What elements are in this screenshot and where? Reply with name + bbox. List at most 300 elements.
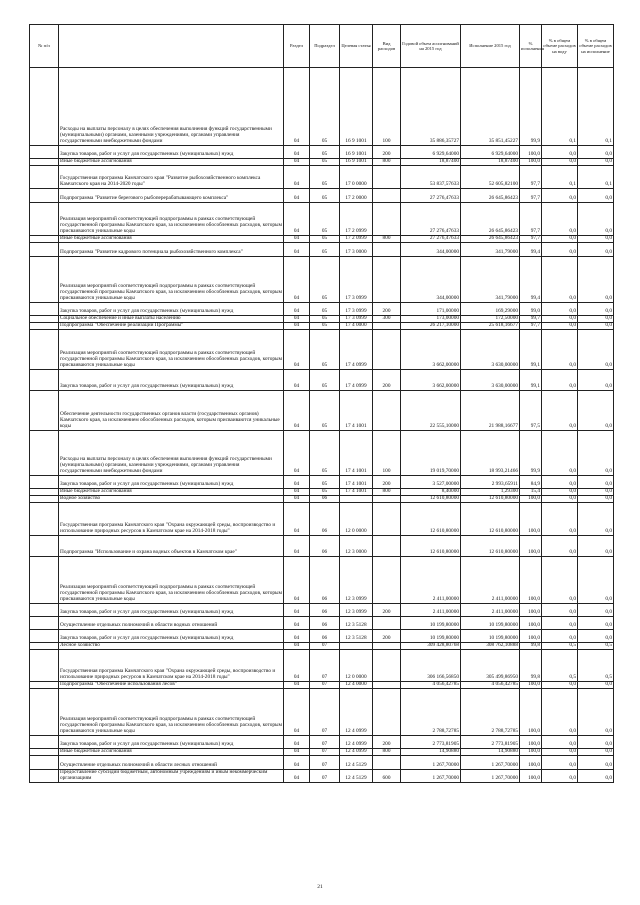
share-vol-cell: 0,5 <box>542 643 578 650</box>
fact-cell: 1,29300 <box>461 489 520 496</box>
share-vol-cell: 0,0 <box>542 489 578 496</box>
table-row <box>30 257 614 303</box>
share-exec-cell: 0,1 <box>578 68 614 146</box>
podrazdel-cell: 05 <box>310 370 340 391</box>
table-body <box>30 68 614 783</box>
plan-cell: 53 837,57633 <box>401 166 461 189</box>
plan-cell: 3 662,00000 <box>401 330 461 370</box>
col-razdel-header: Раздел <box>284 25 310 68</box>
table-row <box>30 650 614 682</box>
podrazdel-cell: 05 <box>310 316 340 323</box>
csr-cell: 12 3 5128 <box>340 617 373 630</box>
name-cell: Водное хозяйство <box>59 496 284 503</box>
csr-cell: 17 3 0999 <box>340 257 373 303</box>
pct-cell: 100,0 <box>520 736 542 749</box>
vr-cell: 800 <box>373 489 401 496</box>
podrazdel-cell: 07 <box>310 756 340 770</box>
table-row <box>30 189 614 203</box>
name-cell: Закупка товаров, работ и услуг для государственных (муниципальных) нужд <box>59 370 284 391</box>
share-vol-cell: 0,0 <box>542 496 578 503</box>
num-cell <box>30 650 59 682</box>
num-cell <box>30 257 59 303</box>
table-row <box>30 303 614 316</box>
num-cell <box>30 630 59 643</box>
share-vol-cell: 0,5 <box>542 650 578 682</box>
plan-cell: 344,00000 <box>401 243 461 257</box>
csr-cell: 12 4 0999 <box>340 689 373 736</box>
pct-cell: 100,0 <box>520 689 542 736</box>
num-cell <box>30 604 59 617</box>
csr-cell: 12 4 0000 <box>340 682 373 689</box>
share-exec-cell: 0,0 <box>578 476 614 489</box>
pct-cell: 100,0 <box>520 146 542 159</box>
share-exec-cell: 0,5 <box>578 650 614 682</box>
table-row <box>30 689 614 736</box>
fact-cell: 2 411,00000 <box>461 557 520 604</box>
num-cell <box>30 370 59 391</box>
num-cell <box>30 689 59 736</box>
plan-cell: 3 527,00000 <box>401 476 461 489</box>
num-cell <box>30 159 59 166</box>
name-cell: Закупка товаров, работ и услуг для государственных (муниципальных) нужд <box>59 476 284 489</box>
share-vol-cell: 0,0 <box>542 749 578 756</box>
fact-cell: 305 499,86950 <box>461 650 520 682</box>
vr-cell <box>373 643 401 650</box>
podrazdel-cell: 05 <box>310 257 340 303</box>
share-vol-cell: 0,0 <box>542 476 578 489</box>
name-cell: Государственная программа Камчатского края "Охрана окружающей среды, воспроизводство и использование природных ресурсов в Камчатском крае на 2014-2018 годы" <box>59 503 284 536</box>
vr-cell: 200 <box>373 736 401 749</box>
share-exec-cell: 0,0 <box>578 391 614 431</box>
table-row <box>30 557 614 604</box>
num-cell <box>30 536 59 557</box>
num-cell <box>30 770 59 783</box>
csr-cell: 17 3 0000 <box>340 243 373 257</box>
podrazdel-cell: 05 <box>310 203 340 236</box>
razdel-cell: 04 <box>284 476 310 489</box>
razdel-cell: 04 <box>284 323 310 330</box>
table-row <box>30 630 614 643</box>
share-vol-cell: 0,0 <box>542 391 578 431</box>
fact-cell: 26 645,86423 <box>461 236 520 243</box>
pct-cell: 99,1 <box>520 370 542 391</box>
podrazdel-cell: 05 <box>310 489 340 496</box>
name-cell: Закупка товаров, работ и услуг для государственных (муниципальных) нужд <box>59 146 284 159</box>
csr-cell <box>340 496 373 503</box>
share-exec-cell: 0,0 <box>578 236 614 243</box>
plan-cell: 27 276,47633 <box>401 203 461 236</box>
podrazdel-cell: 05 <box>310 391 340 431</box>
fact-cell: 12 610,80000 <box>461 503 520 536</box>
csr-cell: 17 4 1001 <box>340 489 373 496</box>
share-exec-cell: 0,0 <box>578 736 614 749</box>
share-vol-cell: 0,0 <box>542 756 578 770</box>
vr-cell: 800 <box>373 159 401 166</box>
fact-cell: 1 267,70000 <box>461 756 520 770</box>
podrazdel-cell: 07 <box>310 736 340 749</box>
share-exec-cell: 0,0 <box>578 431 614 476</box>
csr-cell: 12 4 5129 <box>340 770 373 783</box>
plan-cell: 2 411,00000 <box>401 557 461 604</box>
vr-cell <box>373 503 401 536</box>
col-num-header: № п/п <box>30 25 59 68</box>
podrazdel-cell: 07 <box>310 650 340 682</box>
table-row <box>30 330 614 370</box>
share-vol-cell: 0,0 <box>542 370 578 391</box>
fact-cell: 14,90880 <box>461 749 520 756</box>
razdel-cell: 04 <box>284 770 310 783</box>
share-vol-cell: 0,0 <box>542 431 578 476</box>
csr-cell: 12 4 0999 <box>340 736 373 749</box>
plan-cell: 4 056,42785 <box>401 682 461 689</box>
podrazdel-cell: 05 <box>310 166 340 189</box>
share-exec-cell: 0,0 <box>578 770 614 783</box>
podrazdel-cell: 05 <box>310 146 340 159</box>
name-cell: Расходы на выплаты персоналу в целях обеспечения выполнения функций государственными (муниципальными) органами, казенными учреждениями, органами управления государственными внебюджетными фондами <box>59 431 284 476</box>
plan-cell: 2 411,00000 <box>401 604 461 617</box>
csr-cell: 17 4 1001 <box>340 391 373 431</box>
share-vol-cell: 0,0 <box>542 682 578 689</box>
pct-cell: 100,0 <box>520 770 542 783</box>
num-cell <box>30 682 59 689</box>
col-plan-header: Годовой объем ассигнований на 2015 год <box>401 25 461 68</box>
name-cell: Расходы на выплаты персоналу в целях обеспечения выполнения функций государственными (муниципальными) органами, казенными учреждениями, органами управления государственными внебюджетными фондами <box>59 68 284 146</box>
share-exec-cell: 0,0 <box>578 159 614 166</box>
share-exec-cell: 0,0 <box>578 330 614 370</box>
share-vol-cell: 0,1 <box>542 166 578 189</box>
share-exec-cell: 0,0 <box>578 243 614 257</box>
share-exec-cell: 0,0 <box>578 189 614 203</box>
podrazdel-cell: 05 <box>310 323 340 330</box>
share-exec-cell: 0,0 <box>578 557 614 604</box>
col-share-vol-header: % в общем объеме расходов на воду <box>542 25 578 68</box>
table-row <box>30 236 614 243</box>
pct-cell: 100,0 <box>520 503 542 536</box>
fact-cell: 12 610,80000 <box>461 496 520 503</box>
pct-cell: 99,0 <box>520 303 542 316</box>
share-exec-cell: 0,0 <box>578 689 614 736</box>
podrazdel-cell: 05 <box>310 303 340 316</box>
csr-cell: 17 0 0000 <box>340 166 373 189</box>
plan-cell: 35 886,35727 <box>401 68 461 146</box>
plan-cell: 12 610,80000 <box>401 536 461 557</box>
share-exec-cell: 0,0 <box>578 370 614 391</box>
vr-cell: 100 <box>373 431 401 476</box>
fact-cell: 35 851,45227 <box>461 68 520 146</box>
table-row <box>30 146 614 159</box>
name-cell: Лесное хозяйство <box>59 643 284 650</box>
share-exec-cell: 0,0 <box>578 496 614 503</box>
csr-cell: 17 4 0999 <box>340 330 373 370</box>
pct-cell: 100,0 <box>520 604 542 617</box>
table-row <box>30 496 614 503</box>
share-exec-cell: 0,5 <box>578 643 614 650</box>
plan-cell: 12 610,80000 <box>401 496 461 503</box>
pct-cell: 99,4 <box>520 243 542 257</box>
pct-cell: 100,0 <box>520 682 542 689</box>
pct-cell: 100,0 <box>520 557 542 604</box>
fact-cell: 172,50000 <box>461 316 520 323</box>
podrazdel-cell: 07 <box>310 689 340 736</box>
csr-cell: 17 4 0999 <box>340 370 373 391</box>
name-cell: Иные бюджетные ассигнования <box>59 159 284 166</box>
pct-cell: 15,4 <box>520 489 542 496</box>
share-vol-cell: 0,0 <box>542 189 578 203</box>
podrazdel-cell: 07 <box>310 643 340 650</box>
vr-cell <box>373 189 401 203</box>
razdel-cell: 04 <box>284 189 310 203</box>
table-row <box>30 159 614 166</box>
plan-cell: 6 929,64000 <box>401 146 461 159</box>
share-vol-cell: 0,0 <box>542 316 578 323</box>
name-cell: Обеспечение деятельности государственных органов власти (государственных органов) Камчатского края, за исключением обособленных расходов, которым присваиваются уникальные коды <box>59 391 284 431</box>
share-vol-cell: 0,0 <box>542 146 578 159</box>
vr-cell: 200 <box>373 370 401 391</box>
num-cell <box>30 756 59 770</box>
name-cell: Иные бюджетные ассигнования <box>59 489 284 496</box>
name-cell: Подпрограмма "Развитие кадрового потенциала рыбохозяйственного комплекса" <box>59 243 284 257</box>
plan-cell: 27 276,47633 <box>401 236 461 243</box>
page-number: 21 <box>317 884 323 890</box>
num-cell <box>30 431 59 476</box>
share-vol-cell: 0,0 <box>542 203 578 236</box>
table-row <box>30 68 614 146</box>
razdel-cell: 04 <box>284 68 310 146</box>
table-header-row <box>30 25 614 68</box>
share-exec-cell: 0,0 <box>578 203 614 236</box>
table-row <box>30 431 614 476</box>
vr-cell <box>373 617 401 630</box>
num-cell <box>30 496 59 503</box>
vr-cell: 800 <box>373 236 401 243</box>
vr-cell: 200 <box>373 146 401 159</box>
fact-cell: 52 605,82100 <box>461 166 520 189</box>
pct-cell: 84,9 <box>520 476 542 489</box>
plan-cell: 309 428,80768 <box>401 643 461 650</box>
table-row <box>30 243 614 257</box>
share-vol-cell: 0,0 <box>542 689 578 736</box>
plan-cell: 18,87400 <box>401 159 461 166</box>
plan-cell: 10 199,80000 <box>401 630 461 643</box>
csr-cell: 17 2 0999 <box>340 236 373 243</box>
table-row <box>30 749 614 756</box>
share-vol-cell: 0,0 <box>542 159 578 166</box>
vr-cell <box>373 557 401 604</box>
name-cell: Подпрограмма "Использование и охрана водных объектов в Камчатском крае" <box>59 536 284 557</box>
plan-cell: 22 555,10000 <box>401 391 461 431</box>
num-cell <box>30 749 59 756</box>
razdel-cell: 04 <box>284 330 310 370</box>
table-row <box>30 643 614 650</box>
table-row <box>30 323 614 330</box>
podrazdel-cell: 06 <box>310 503 340 536</box>
budget-table <box>29 24 614 783</box>
table-row <box>30 476 614 489</box>
plan-cell: 173,00000 <box>401 316 461 323</box>
csr-cell: 17 2 0999 <box>340 203 373 236</box>
share-vol-cell: 0,0 <box>542 323 578 330</box>
col-csr-header: Целевая статья <box>340 25 373 68</box>
plan-cell: 8,40000 <box>401 489 461 496</box>
pct-cell: 99,8 <box>520 643 542 650</box>
fact-cell: 3 630,00000 <box>461 370 520 391</box>
num-cell <box>30 243 59 257</box>
pct-cell: 100,0 <box>520 630 542 643</box>
col-name-header <box>59 25 284 68</box>
fact-cell: 26 645,86423 <box>461 189 520 203</box>
share-vol-cell: 0,0 <box>542 770 578 783</box>
plan-cell: 344,00000 <box>401 257 461 303</box>
csr-cell: 17 4 0000 <box>340 323 373 330</box>
plan-cell: 19 019,70000 <box>401 431 461 476</box>
podrazdel-cell: 06 <box>310 630 340 643</box>
col-podrazdel-header: Подраздел <box>310 25 340 68</box>
razdel-cell: 04 <box>284 431 310 476</box>
razdel-cell: 04 <box>284 650 310 682</box>
razdel-cell: 04 <box>284 316 310 323</box>
plan-cell: 14,90880 <box>401 749 461 756</box>
podrazdel-cell: 06 <box>310 604 340 617</box>
table-row <box>30 503 614 536</box>
pct-cell: 99,1 <box>520 330 542 370</box>
razdel-cell: 04 <box>284 257 310 303</box>
csr-cell: 12 4 0999 <box>340 749 373 756</box>
csr-cell: 12 3 0999 <box>340 604 373 617</box>
vr-cell <box>373 330 401 370</box>
pct-cell: 100,0 <box>520 617 542 630</box>
vr-cell <box>373 536 401 557</box>
razdel-cell: 04 <box>284 391 310 431</box>
name-cell: Реализация мероприятий соответствующей подпрограммы в рамках соответствующей государственной программы Камчатского края, за исключением обособленных расходов, которым присваиваются уникальные коды <box>59 330 284 370</box>
fact-cell: 341,79000 <box>461 257 520 303</box>
share-vol-cell: 0,0 <box>542 503 578 536</box>
pct-cell: 97,7 <box>520 189 542 203</box>
num-cell <box>30 203 59 236</box>
table-row <box>30 617 614 630</box>
table-row <box>30 682 614 689</box>
csr-cell: 17 2 0000 <box>340 189 373 203</box>
share-exec-cell: 0,0 <box>578 604 614 617</box>
pct-cell: 97,7 <box>520 203 542 236</box>
col-fact-header: Исполнение 2015 год <box>461 25 520 68</box>
name-cell: Государственная программа Камчатского края "Развитие рыбохозяйственного комплекса Камчатского края на 2014-2020 годы" <box>59 166 284 189</box>
name-cell: Подпрограмма "Развитие берегового рыбоперерабатывающего комплекса" <box>59 189 284 203</box>
share-exec-cell: 0,1 <box>578 166 614 189</box>
vr-cell: 200 <box>373 630 401 643</box>
pct-cell: 99,7 <box>520 316 542 323</box>
vr-cell <box>373 682 401 689</box>
razdel-cell: 04 <box>284 536 310 557</box>
csr-cell <box>340 643 373 650</box>
name-cell: Осуществление отдельных полномочий в области лесных отношений <box>59 756 284 770</box>
num-cell <box>30 189 59 203</box>
name-cell: Закупка товаров, работ и услуг для государственных (муниципальных) нужд <box>59 736 284 749</box>
name-cell: Предоставление субсидий бюджетным, автономным учреждениям и иным некоммерческим организациям <box>59 770 284 783</box>
pct-cell: 97,5 <box>520 391 542 431</box>
share-vol-cell: 0,0 <box>542 617 578 630</box>
share-vol-cell: 0,0 <box>542 630 578 643</box>
fact-cell: 10 199,80000 <box>461 617 520 630</box>
plan-cell: 12 610,80000 <box>401 503 461 536</box>
razdel-cell: 04 <box>284 689 310 736</box>
csr-cell: 12 0 0000 <box>340 503 373 536</box>
vr-cell <box>373 203 401 236</box>
num-cell <box>30 557 59 604</box>
fact-cell: 308 762,10888 <box>461 643 520 650</box>
vr-cell: 600 <box>373 770 401 783</box>
podrazdel-cell: 07 <box>310 749 340 756</box>
plan-cell: 306 166,56850 <box>401 650 461 682</box>
podrazdel-cell: 05 <box>310 159 340 166</box>
name-cell: Закупка товаров, работ и услуг для государственных (муниципальных) нужд <box>59 604 284 617</box>
share-vol-cell: 0,0 <box>542 330 578 370</box>
share-exec-cell: 0,0 <box>578 682 614 689</box>
pct-cell: 100,0 <box>520 496 542 503</box>
razdel-cell: 04 <box>284 370 310 391</box>
share-vol-cell: 0,0 <box>542 604 578 617</box>
share-exec-cell: 0,0 <box>578 617 614 630</box>
share-vol-cell: 0,0 <box>542 557 578 604</box>
vr-cell <box>373 243 401 257</box>
name-cell: Реализация мероприятий соответствующей подпрограммы в рамках соответствующей государственной программы Камчатского края, за исключением обособленных расходов, которым присваиваются уникальные коды <box>59 257 284 303</box>
vr-cell <box>373 166 401 189</box>
podrazdel-cell: 07 <box>310 770 340 783</box>
vr-cell: 800 <box>373 749 401 756</box>
razdel-cell: 04 <box>284 236 310 243</box>
name-cell: Реализация мероприятий соответствующей подпрограммы в рамках соответствующей государственной программы Камчатского края, за исключением обособленных расходов, которым присваиваются уникальные коды <box>59 203 284 236</box>
fact-cell: 4 056,42785 <box>461 682 520 689</box>
fact-cell: 2 773,81905 <box>461 736 520 749</box>
share-vol-cell: 0,0 <box>542 243 578 257</box>
share-vol-cell: 0,0 <box>542 236 578 243</box>
fact-cell: 3 630,00000 <box>461 330 520 370</box>
fact-cell: 169,29000 <box>461 303 520 316</box>
fact-cell: 12 610,80000 <box>461 536 520 557</box>
plan-cell: 27 276,47633 <box>401 189 461 203</box>
razdel-cell: 04 <box>284 736 310 749</box>
podrazdel-cell: 05 <box>310 330 340 370</box>
vr-cell: 100 <box>373 68 401 146</box>
razdel-cell: 04 <box>284 756 310 770</box>
table-row <box>30 166 614 189</box>
csr-cell: 12 3 0000 <box>340 536 373 557</box>
num-cell <box>30 303 59 316</box>
fact-cell: 10 199,80000 <box>461 630 520 643</box>
csr-cell: 16 9 1001 <box>340 159 373 166</box>
table-row <box>30 391 614 431</box>
razdel-cell: 04 <box>284 489 310 496</box>
num-cell <box>30 146 59 159</box>
vr-cell: 200 <box>373 476 401 489</box>
share-exec-cell: 0,0 <box>578 303 614 316</box>
vr-cell: 200 <box>373 303 401 316</box>
podrazdel-cell: 06 <box>310 557 340 604</box>
fact-cell: 1 267,70000 <box>461 770 520 783</box>
fact-cell: 21 988,16677 <box>461 391 520 431</box>
share-exec-cell: 0,0 <box>578 503 614 536</box>
share-exec-cell: 0,0 <box>578 489 614 496</box>
name-cell: Государственная программа Камчатского края "Охрана окружающей среды, воспроизводство и использование природных ресурсов в Камчатском крае на 2014-2018 годы" <box>59 650 284 682</box>
share-exec-cell: 0,0 <box>578 756 614 770</box>
fact-cell: 2 993,65911 <box>461 476 520 489</box>
vr-cell <box>373 323 401 330</box>
pct-cell: 100,0 <box>520 756 542 770</box>
csr-cell: 12 3 5128 <box>340 630 373 643</box>
csr-cell: 17 3 0999 <box>340 303 373 316</box>
table-row <box>30 756 614 770</box>
razdel-cell: 04 <box>284 643 310 650</box>
table-row <box>30 203 614 236</box>
